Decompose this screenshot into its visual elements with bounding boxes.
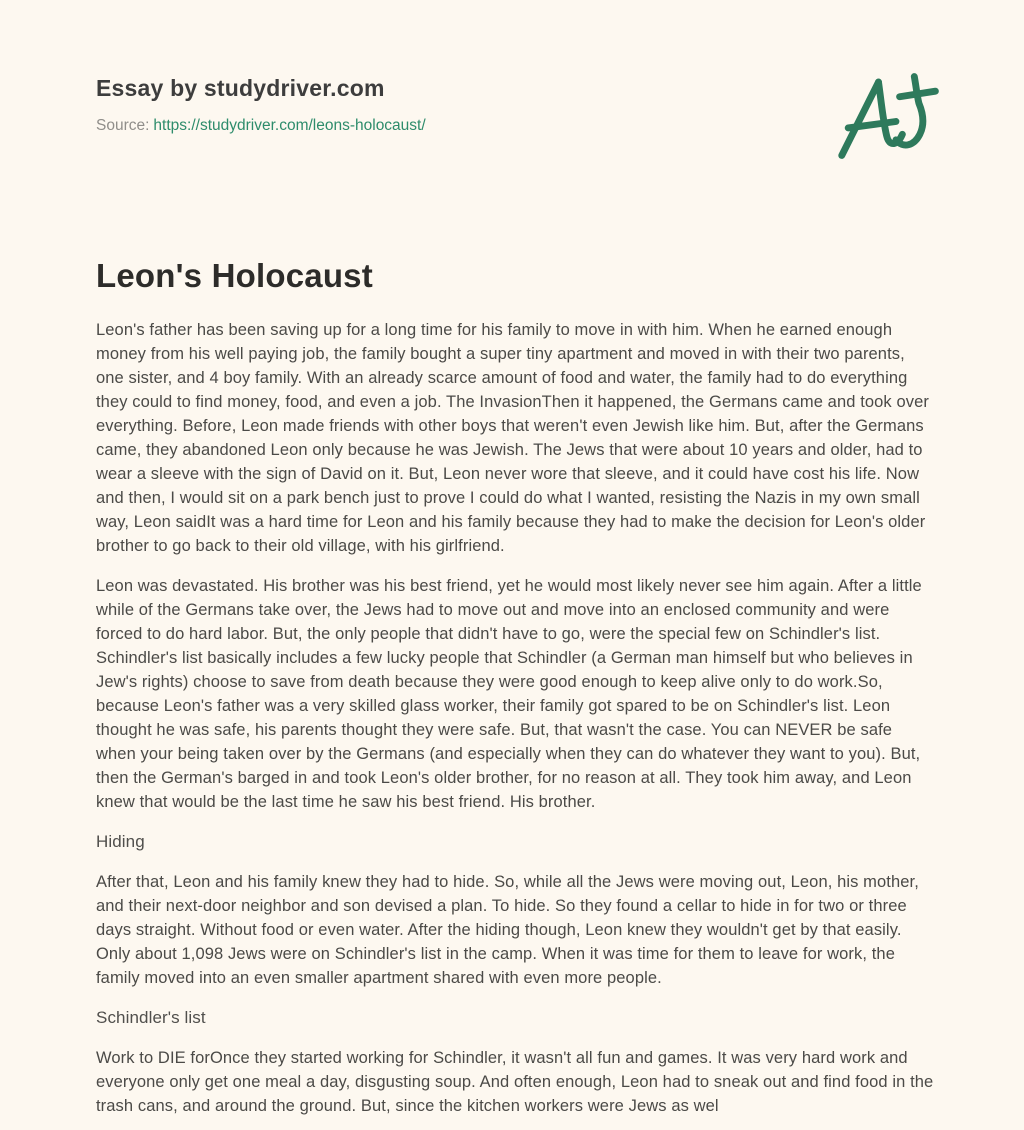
essay-paragraph: Work to DIE forOnce they started working for Schindler, it wasn't all fun and games. It was very hard work and everyone only get one meal a day, disgusting soup. And often enough, Leon had to sneak out and find food in the trash cans, and around the ground. But, since the kitchen workers were Jews as wel (96, 1049, 934, 1115)
essay-paragraph: Leon was devastated. His brother was his best friend, yet he would most likely never see him again. After a little while of the Germans take over, the Jews had to move out and move into an enclosed community and were forced to do hard labor. But, the only people that didn't have to go, were the special few on Schindler's list. Schindler's list basically includes a few lucky people that Schindler (a German man himself but who believes in Jew's rights) choose to save from death because they were good enough to keep alive only to do work.So, because Leon's father was a very skilled glass worker, their family got spared to be on Schindler's list. Leon thought he was safe, his parents thought they were safe. But, that wasn't the case. You can NEVER be safe when your being taken over by the Germans (and especially when they can do whatever they want to you). But, then the German's barged in and took Leon's older brother, for no reason at all. They took him away, and Leon knew that would be the last time he saw his best friend. His brother. (96, 577, 922, 811)
a-plus-grade-logo-icon (828, 68, 940, 164)
brand-title: Essay by studydriver.com (96, 75, 385, 101)
section-heading-hiding: Hiding (96, 832, 145, 851)
essay-paragraph: After that, Leon and his family knew they had to hide. So, while all the Jews were moving out, Leon, his mother, and their next-door neighbor and son devised a plan. To hide. So they found a cellar to hide in for two or three days straight. Without food or even water. After the hiding though, Leon knew they wouldn't get by that easily. Only about 1,098 Jews were on Schindler's list in the camp. When it was time for them to leave for work, the family moved into an even smaller apartment shared with even more people. (96, 873, 919, 987)
source-link[interactable]: https://studydriver.com/leons-holocaust/ (153, 117, 426, 134)
essay-body (96, 318, 936, 1118)
section-heading-schindlers-list: Schindler's list (96, 1008, 206, 1027)
essay-paragraph: Leon's father has been saving up for a long time for his family to move in with him. When he earned enough money from his well paying job, the family bought a super tiny apartment and moved in with their two parents, one sister, and 4 boy family. With an already scarce amount of food and water, the family had to do everything they could to find money, food, and even a job. The InvasionThen it happened, the Germans came and took over everything. Before, Leon made friends with other boys that weren't even Jewish like him. But, after the Germans came, they abandoned Leon only because he was Jewish. The Jews that were about 10 years and older, had to wear a sleeve with the sign of David on it. But, Leon never wore that sleeve, and it could have cost his life. Now and then, I would sit on a park bench just to prove I could do what I wanted, resisting the Nazis in my own small way, Leon saidIt was a hard time for Leon and his family because they had to make the decision for Leon's older brother to go back to their old village, with his girlfriend. (96, 321, 929, 555)
essay-content (96, 256, 936, 1118)
header (96, 74, 936, 136)
source-label: Source: (96, 117, 150, 134)
source-line (96, 115, 936, 136)
essay-title: Leon's Holocaust (96, 257, 373, 294)
